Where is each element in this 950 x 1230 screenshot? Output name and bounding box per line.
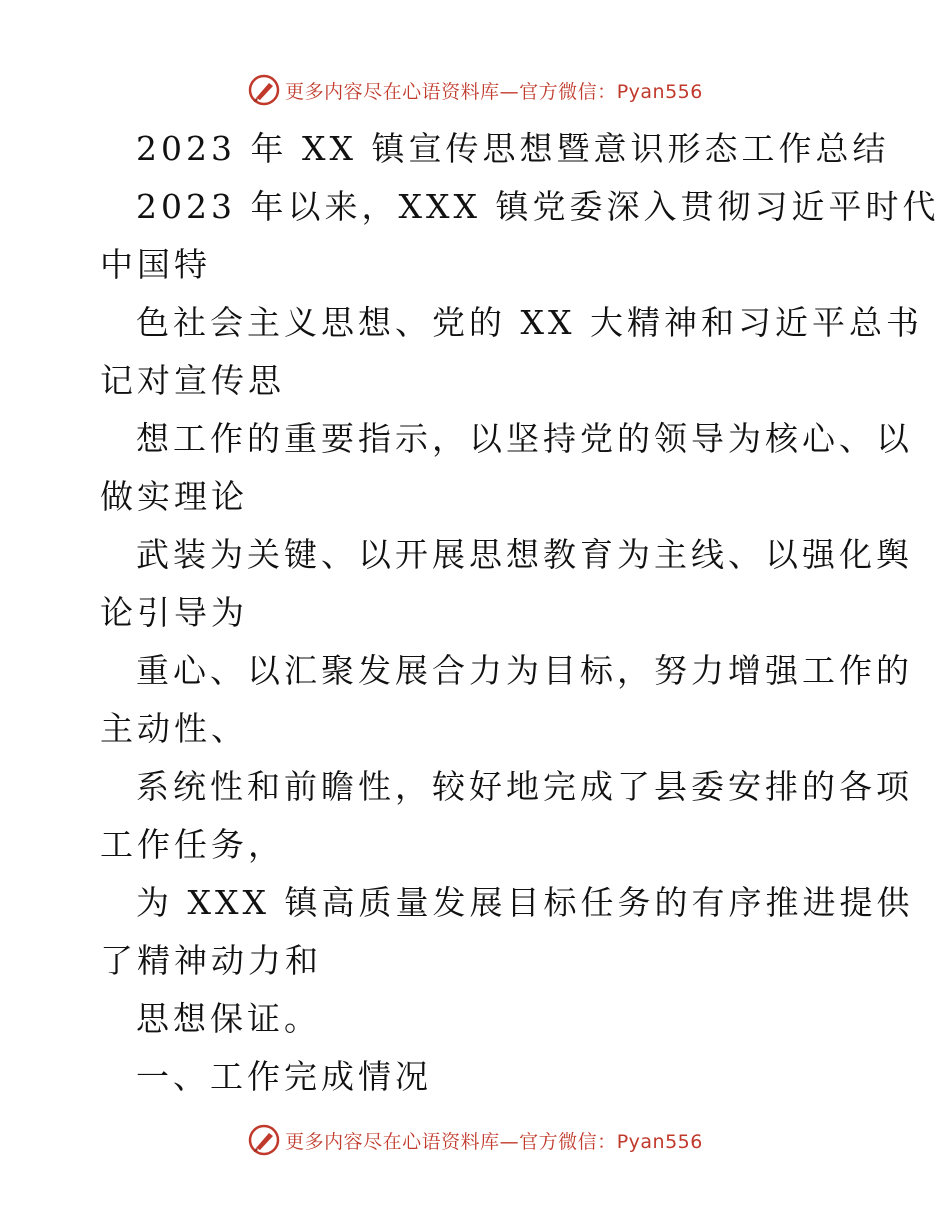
- watermark-brand: 更多内容尽在心语资料库: [285, 80, 500, 103]
- watermark-wechat-id: Pyan556: [616, 80, 703, 103]
- document-title: 2023 年 XX 镇宣传思想暨意识形态工作总结: [136, 129, 890, 168]
- text-line: 做实理论: [100, 477, 248, 516]
- text-line: 为 XXX 镇高质量发展目标任务的有序推进提供: [136, 883, 914, 922]
- section-heading: 一、工作完成情况: [136, 1057, 432, 1096]
- text-line: 论引导为: [100, 593, 248, 632]
- watermark-text: [285, 77, 703, 104]
- watermark-separator: —: [499, 1130, 520, 1153]
- footer-watermark: [0, 1120, 950, 1160]
- header-watermark: [0, 70, 950, 110]
- text-line: 2023 年以来，XXX 镇党委深入贯彻习近平时代: [136, 187, 940, 226]
- text-line: 中国特: [100, 245, 211, 284]
- watermark-wechat-label: 官方微信：: [519, 80, 617, 103]
- document-body: [100, 120, 940, 1106]
- pen-logo-icon: [247, 1123, 281, 1157]
- watermark-separator: —: [499, 80, 520, 103]
- watermark-brand: 更多内容尽在心语资料库: [285, 1130, 500, 1153]
- watermark-text: [285, 1127, 703, 1154]
- text-line: 记对宣传思: [100, 361, 285, 400]
- text-line: 重心、以汇聚发展合力为目标，努力增强工作的: [136, 651, 913, 690]
- watermark-wechat-label: 官方微信：: [519, 1130, 617, 1153]
- text-line: 工作任务，: [100, 825, 285, 864]
- text-line: 武装为关键、以开展思想教育为主线、以强化舆: [136, 535, 913, 574]
- text-line: 了精神动力和: [100, 941, 322, 980]
- text-line: 主动性、: [100, 709, 248, 748]
- text-line: 思想保证。: [136, 999, 321, 1038]
- watermark-wechat-id: Pyan556: [616, 1130, 703, 1153]
- pen-logo-icon: [247, 73, 281, 107]
- text-line: 想工作的重要指示，以坚持党的领导为核心、以: [136, 419, 913, 458]
- text-line: 系统性和前瞻性，较好地完成了县委安排的各项: [136, 767, 913, 806]
- text-line: 色社会主义思想、党的 XX 大精神和习近平总书: [136, 303, 923, 342]
